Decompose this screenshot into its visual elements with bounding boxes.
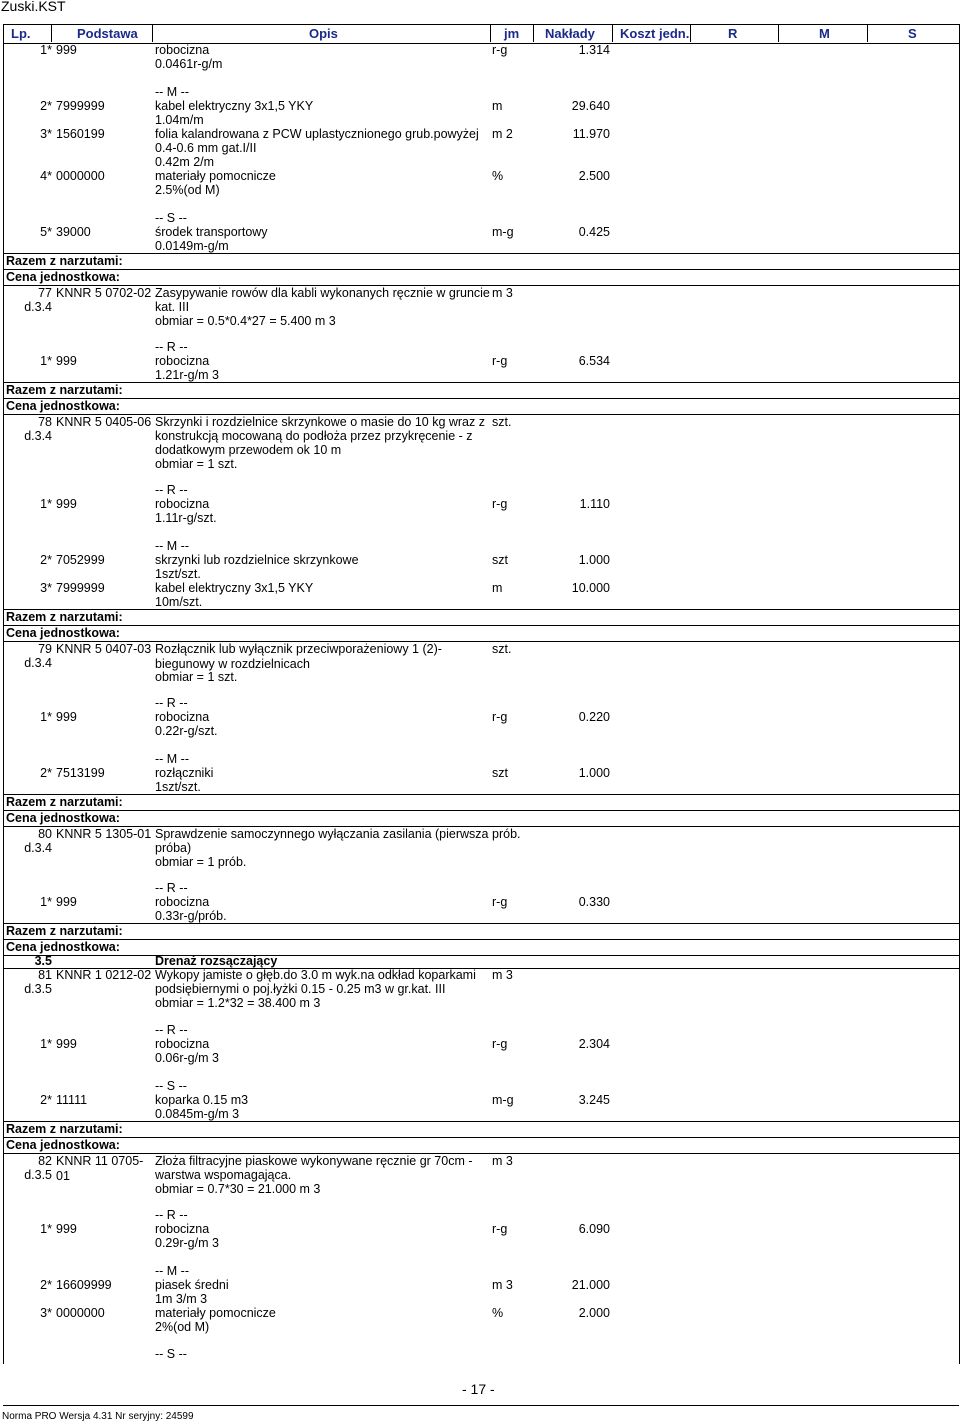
opis-cell: robocizna [155, 1222, 210, 1236]
norma-cell: 0.0149m-g/m [155, 239, 229, 253]
norma-cell: 0.42m 2/m [155, 155, 215, 169]
podstawa-cell: 11111 [56, 1093, 88, 1107]
jm-cell: r-g [492, 43, 508, 57]
col-naklady: Nakłady [545, 26, 595, 41]
lp-cell: 5* [40, 225, 52, 239]
razem-row: Razem z narzutami: [3, 609, 959, 626]
group-label: -- R -- [155, 1208, 188, 1222]
position-jm: m 3 [492, 968, 513, 982]
group-label: -- R -- [155, 881, 188, 895]
razem-row: Razem z narzutami: [3, 794, 959, 811]
position-desc: Wykopy jamiste o głęb.do 3.0 m wyk.na odkład koparkami [155, 968, 476, 982]
position-desc: próba) [155, 841, 192, 855]
naklady-cell: 1.000 [578, 553, 610, 567]
position-lp: 77 [38, 286, 52, 300]
position-desc: Sprawdzenie samoczynnego wyłączania zasilania (pierwsza [155, 827, 489, 841]
naklady-cell: 1.000 [578, 766, 610, 780]
jm-cell: r-g [492, 497, 508, 511]
col-opis: Opis [309, 26, 338, 41]
norma-cell: 0.22r-g/szt. [155, 724, 218, 738]
version-info: Norma PRO Wersja 4.31 Nr seryjny: 24599 [2, 1411, 194, 1422]
position-podstawa: KNNR 5 0407-03 [56, 642, 152, 656]
position-jm: prób. [492, 827, 521, 841]
jm-cell: m [492, 581, 503, 595]
col-jm: jm [504, 26, 520, 41]
position-jm: szt. [492, 415, 512, 429]
opis-cell: kabel elektryczny 3x1,5 YKY [155, 99, 314, 113]
podstawa-cell: 7052999 [56, 553, 105, 567]
group-label: -- R -- [155, 483, 188, 497]
norma-cell: 1.11r-g/szt. [155, 511, 217, 525]
opis-cell: kabel elektryczny 3x1,5 YKY [155, 581, 314, 595]
position-lp: 82 [38, 1154, 52, 1168]
podstawa-cell: 999 [56, 1037, 77, 1051]
opis-cell: koparka 0.15 m3 [155, 1093, 249, 1107]
position-desc: podsiębiernymi o poj.łyżki 0.15 - 0.25 m3 w gr.kat. III [155, 982, 446, 996]
position-code: d.3.4 [24, 429, 52, 443]
cena-row: Cena jednostkowa: [3, 625, 959, 642]
position-code: d.3.4 [24, 656, 52, 670]
col-r: R [728, 26, 738, 41]
lp-cell: 2* [40, 1278, 52, 1292]
naklady-cell: 0.220 [578, 710, 610, 724]
jm-cell: r-g [492, 354, 508, 368]
position-code: d.3.5 [24, 982, 52, 996]
lp-cell: 2* [40, 553, 52, 567]
lp-cell: 2* [40, 99, 52, 113]
razem-row: Razem z narzutami: [3, 253, 959, 270]
naklady-cell: 6.090 [578, 1222, 610, 1236]
lp-cell: 1* [40, 1222, 52, 1236]
opis-cell: robocizna [155, 710, 210, 724]
position-desc: warstwa wspomagająca. [155, 1168, 292, 1182]
norma-cell: 2%(od M) [155, 1320, 210, 1334]
podstawa-cell: 7999999 [56, 99, 105, 113]
opis-cell: robocizna [155, 43, 210, 57]
naklady-cell: 2.500 [578, 169, 610, 183]
table-header [3, 24, 959, 44]
position-lp: 79 [38, 642, 52, 656]
norma-cell: 1.04m/m [155, 113, 204, 127]
podstawa-cell: 16609999 [56, 1278, 112, 1292]
group-label: -- R -- [155, 340, 188, 354]
naklady-cell: 21.000 [571, 1278, 610, 1292]
podstawa-cell: 999 [56, 497, 77, 511]
jm-cell: r-g [492, 1222, 508, 1236]
position-obmiar: obmiar = 0.5*0.4*27 = 5.400 m 3 [155, 314, 336, 328]
jm-cell: r-g [492, 895, 508, 909]
position-obmiar: obmiar = 1 szt. [155, 457, 238, 471]
cena-row: Cena jednostkowa: [3, 810, 959, 827]
group-label: -- M -- [155, 85, 190, 99]
footer-divider [3, 1405, 959, 1406]
position-podstawa: KNNR 1 0212-02 [56, 968, 152, 982]
group-label: -- S -- [155, 211, 187, 225]
col-s: S [908, 26, 917, 41]
jm-cell: m 3 [492, 1278, 513, 1292]
lp-cell: 1* [40, 895, 52, 909]
opis-cell: robocizna [155, 1037, 210, 1051]
opis-cell: materiały pomocnicze [155, 169, 276, 183]
opis-cell: robocizna [155, 354, 210, 368]
group-label: -- R -- [155, 696, 188, 710]
opis-cell: piasek średni [155, 1278, 229, 1292]
razem-row: Razem z narzutami: [3, 382, 959, 399]
lp-cell: 3* [40, 1306, 52, 1320]
group-label: -- R -- [155, 1023, 188, 1037]
podstawa-cell: 0000000 [56, 1306, 105, 1320]
lp-cell: 2* [40, 766, 52, 780]
position-obmiar: obmiar = 0.7*30 = 21.000 m 3 [155, 1182, 321, 1196]
lp-cell: 3* [40, 127, 52, 141]
norma-cell: 2.5%(od M) [155, 183, 220, 197]
norma-cell: 1.21r-g/m 3 [155, 368, 219, 382]
position-desc: Skrzynki i rozdzielnice skrzynkowe o masie do 10 kg wraz z [155, 415, 485, 429]
naklady-cell: 0.425 [578, 225, 610, 239]
norma-cell: 0.33r-g/prób. [155, 909, 227, 923]
section-title: Drenaż rozsączający [155, 954, 278, 968]
podstawa-cell: 39000 [56, 225, 91, 239]
position-desc: dodatkowym przewodem ok 10 m [155, 443, 342, 457]
podstawa-cell: 0000000 [56, 169, 105, 183]
position-jm: szt. [492, 642, 512, 656]
jm-cell: r-g [492, 710, 508, 724]
opis-cell: materiały pomocnicze [155, 1306, 276, 1320]
group-label: -- M -- [155, 539, 190, 553]
naklady-cell: 1.314 [578, 43, 610, 57]
razem-row: Razem z narzutami: [3, 1121, 959, 1138]
cena-row: Cena jednostkowa: [3, 269, 959, 286]
norma-cell: 1szt/szt. [155, 780, 201, 794]
lp-cell: 2* [40, 1093, 52, 1107]
lp-cell: 1* [40, 497, 52, 511]
razem-row: Razem z narzutami: [3, 923, 959, 940]
opis-cell: robocizna [155, 895, 210, 909]
naklady-cell: 3.245 [578, 1093, 610, 1107]
jm-cell: m 2 [492, 127, 513, 141]
norma-cell: 1szt/szt. [155, 567, 201, 581]
position-lp: 80 [38, 827, 52, 841]
position-desc: kat. III [155, 300, 190, 314]
naklady-cell: 2.304 [578, 1037, 610, 1051]
position-jm: m 3 [492, 286, 513, 300]
position-code: d.3.4 [24, 841, 52, 855]
group-label: -- M -- [155, 752, 190, 766]
jm-cell: m [492, 99, 503, 113]
position-podstawa: KNNR 5 0405-06 [56, 415, 152, 429]
naklady-cell: 1.110 [579, 497, 610, 511]
position-code: d.3.5 [24, 1168, 52, 1182]
group-label: -- M -- [155, 1264, 190, 1278]
norma-cell: 10m/szt. [155, 595, 203, 609]
jm-cell: % [492, 1306, 504, 1320]
opis-cont: 0.4-0.6 mm gat.I/II [155, 141, 257, 155]
position-lp: 81 [38, 968, 52, 982]
podstawa-cell: 999 [56, 354, 77, 368]
podstawa-cell: 999 [56, 710, 77, 724]
col-koszt: Koszt jedn. [620, 26, 690, 41]
lp-cell: 1* [40, 1037, 52, 1051]
lp-cell: 3* [40, 581, 52, 595]
position-desc: Zasypywanie rowów dla kabli wykonanych ręcznie w gruncie [155, 286, 490, 300]
col-m: M [819, 26, 830, 41]
norma-cell: 0.0845m-g/m 3 [155, 1107, 240, 1121]
position-lp: 78 [38, 415, 52, 429]
naklady-cell: 29.640 [571, 99, 610, 113]
position-obmiar: obmiar = 1 szt. [155, 670, 238, 684]
naklady-cell: 6.534 [578, 354, 610, 368]
podstawa-cell: 999 [56, 43, 77, 57]
cena-row: Cena jednostkowa: [3, 939, 959, 956]
podstawa-cell: 999 [56, 1222, 77, 1236]
opis-cell: rozłączniki [155, 766, 214, 780]
group-label: -- S -- [155, 1347, 187, 1361]
opis-cell: folia kalandrowana z PCW uplastycznionego grub.powyżej [155, 127, 479, 141]
opis-cell: skrzynki lub rozdzielnice skrzynkowe [155, 553, 359, 567]
lp-cell: 1* [40, 354, 52, 368]
jm-cell: m-g [492, 225, 514, 239]
position-podstawa: KNNR 11 0705-01 [56, 1154, 144, 1183]
position-code: d.3.4 [24, 300, 52, 314]
naklady-cell: 10.000 [571, 581, 610, 595]
jm-cell: r-g [492, 1037, 508, 1051]
position-obmiar: obmiar = 1.2*32 = 38.400 m 3 [155, 996, 321, 1010]
position-desc: Złoża filtracyjne piaskowe wykonywane ręcznie gr 70cm - [155, 1154, 473, 1168]
lp-cell: 1* [40, 43, 52, 57]
position-desc: Rozłącznik lub wyłącznik przeciwporażeniowy 1 (2)-biegunowy w rozdzielnicach [155, 642, 442, 671]
col-podstawa: Podstawa [77, 26, 138, 41]
naklady-cell: 0.330 [578, 895, 610, 909]
col-lp: Lp. [11, 26, 31, 41]
position-podstawa: KNNR 5 1305-01 [56, 827, 152, 841]
podstawa-cell: 999 [56, 895, 77, 909]
podstawa-cell: 1560199 [56, 127, 105, 141]
norma-cell: 0.06r-g/m 3 [155, 1051, 219, 1065]
jm-cell: % [492, 169, 504, 183]
jm-cell: szt [492, 766, 508, 780]
norma-cell: 1m 3/m 3 [155, 1292, 208, 1306]
group-label: -- S -- [155, 1079, 187, 1093]
cena-row: Cena jednostkowa: [3, 1137, 959, 1154]
cena-row: Cena jednostkowa: [3, 398, 959, 415]
position-podstawa: KNNR 5 0702-02 [56, 286, 152, 300]
lp-cell: 1* [40, 710, 52, 724]
lp-cell: 4* [40, 169, 52, 183]
jm-cell: szt [492, 553, 508, 567]
norma-cell: 0.0461r-g/m [155, 57, 223, 71]
position-obmiar: obmiar = 1 prób. [155, 855, 247, 869]
jm-cell: m-g [492, 1093, 514, 1107]
podstawa-cell: 7999999 [56, 581, 105, 595]
podstawa-cell: 7513199 [56, 766, 105, 780]
norma-cell: 0.29r-g/m 3 [155, 1236, 219, 1250]
position-desc: konstrukcją mocowaną do podłoża przez przykręcenie - z [155, 429, 473, 443]
page-number: - 17 - [462, 1381, 495, 1397]
opis-cell: środek transportowy [155, 225, 268, 239]
naklady-cell: 11.970 [572, 127, 610, 141]
position-jm: m 3 [492, 1154, 513, 1168]
naklady-cell: 2.000 [578, 1306, 610, 1320]
section-number: 3.5 [34, 954, 52, 968]
opis-cell: robocizna [155, 497, 210, 511]
app-title: Zuski.KST [1, 0, 66, 14]
